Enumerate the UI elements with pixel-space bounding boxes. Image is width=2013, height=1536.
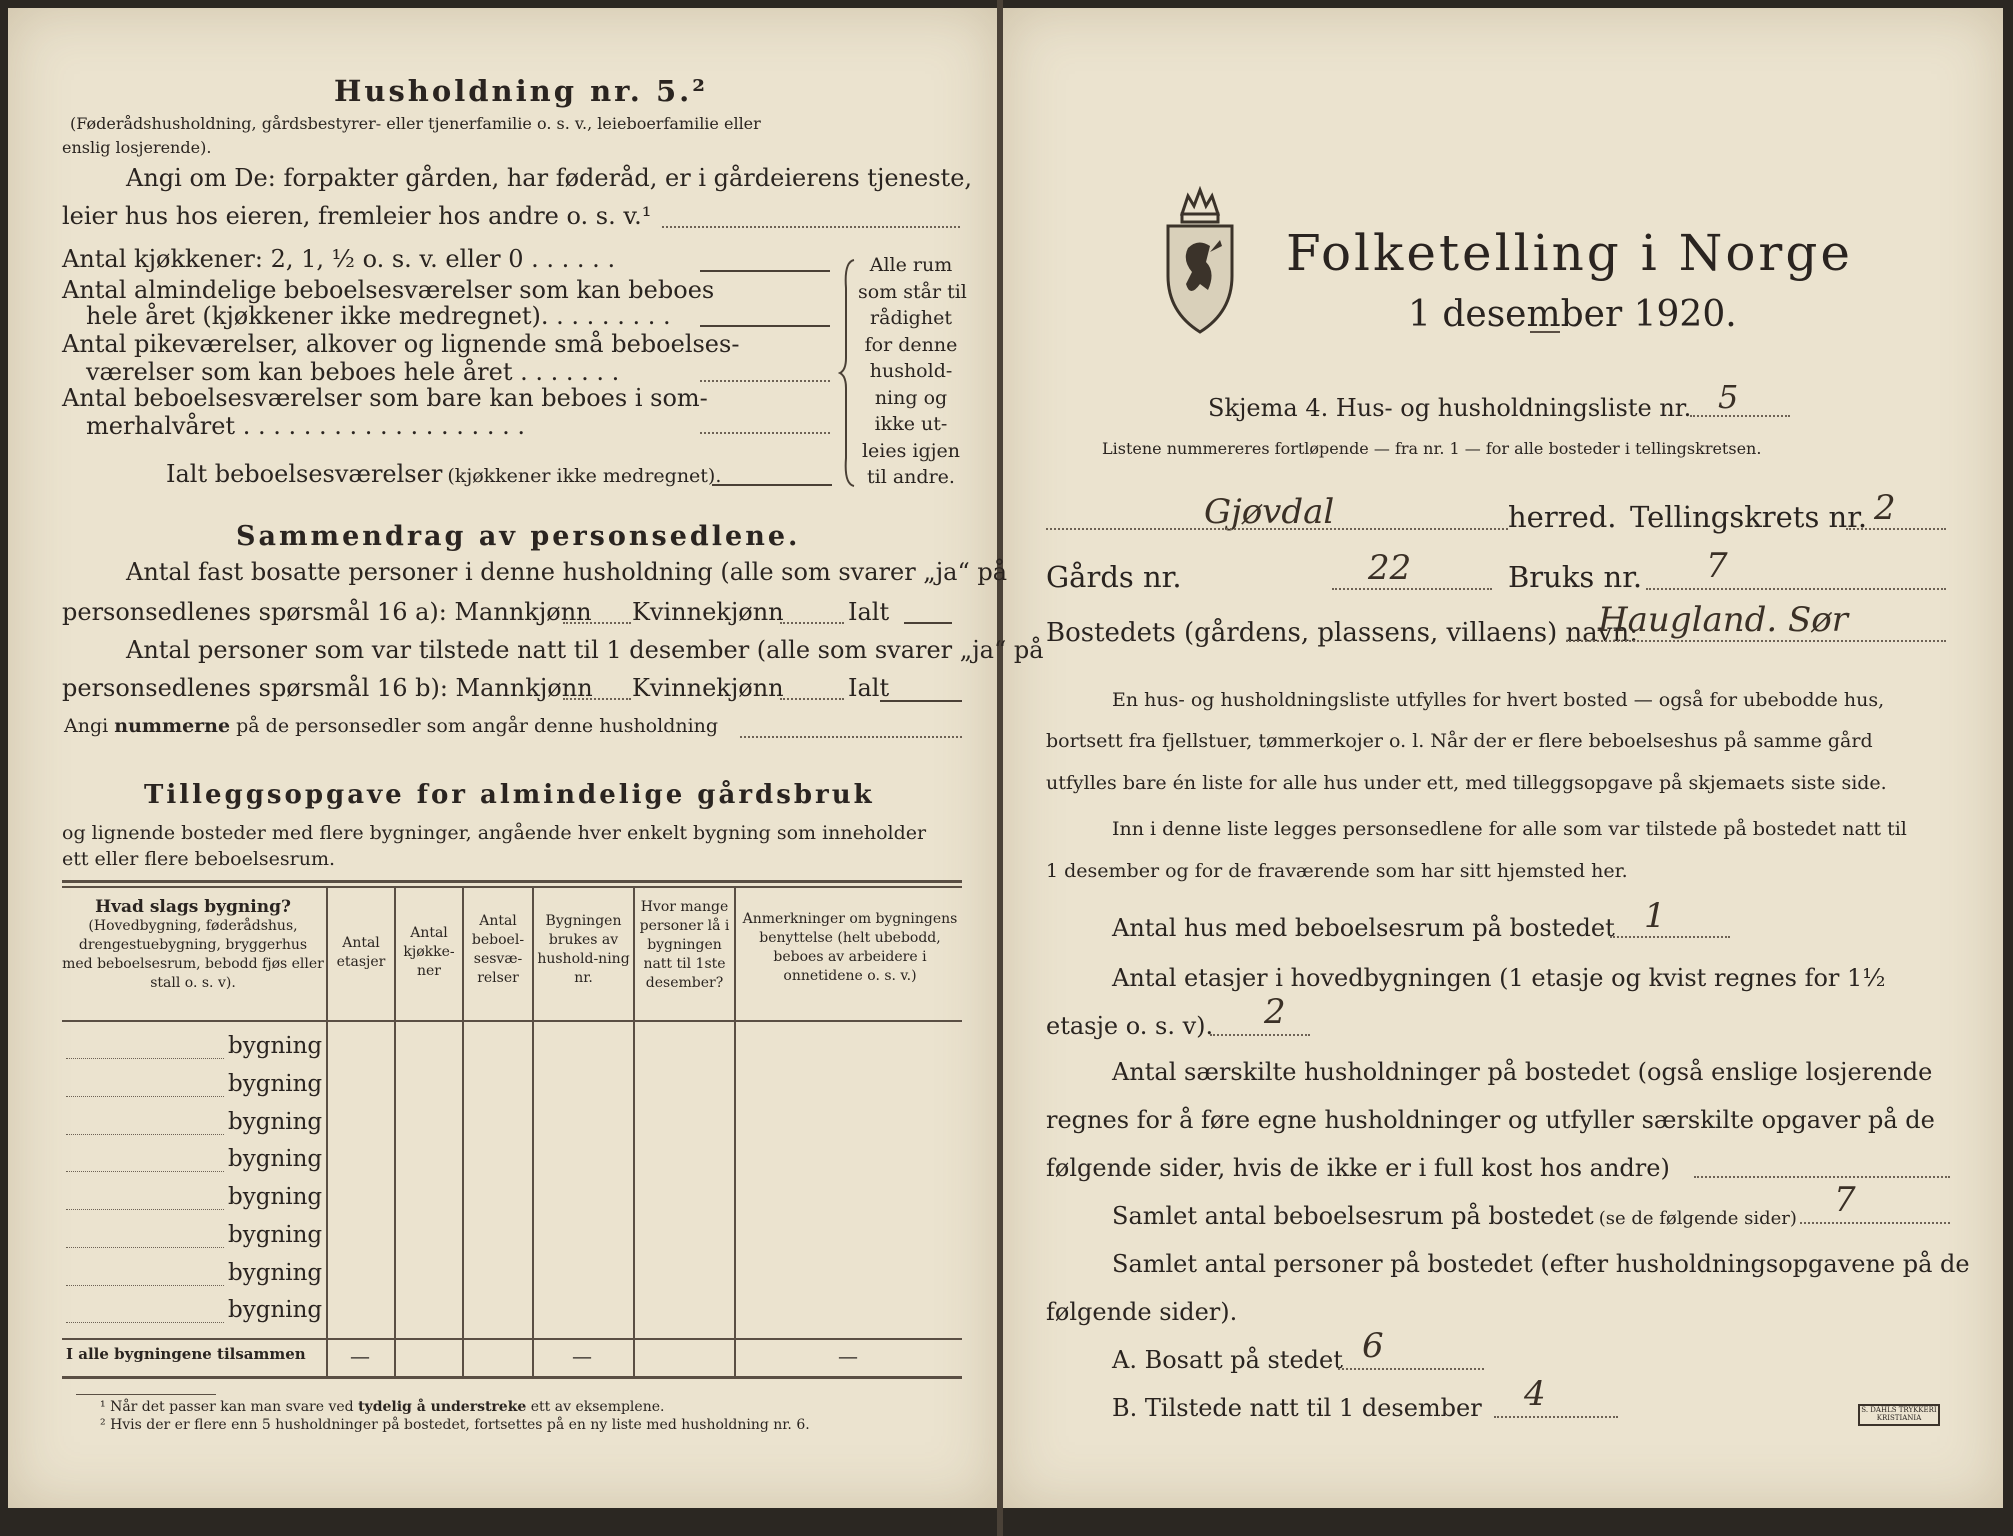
household-heading: Husholdning nr. 5.²	[334, 74, 708, 108]
extra-text-1: og lignende bosteder med flere bygninger, angående hver enkelt bygning som inneholder	[62, 822, 927, 844]
table-row: bygning	[228, 1297, 323, 1323]
q-hush-3: følgende sider, hvis de ikke er i full kost hos andre)	[1046, 1154, 1670, 1182]
summary-2-total: Ialt	[848, 674, 890, 702]
q-etasjer-value: 2	[1264, 992, 1286, 1032]
ordinary-answer-line	[700, 325, 830, 327]
table-row: bygning	[228, 1222, 323, 1248]
instruction-3: utfylles bare én liste for alle hus under ett, med tilleggsopgave på skjemaets siste side.	[1046, 772, 1887, 794]
col-header-type: Hvad slags bygning? (Hovedbygning, føderådshus, drengestuebygning, bryggerhus med beboelsesrum, bebodd fjøs eller stall o. s. v).	[62, 897, 324, 991]
rooms-maids-1: Antal pikeværelser, alkover og lignende små beboelses-	[62, 330, 740, 358]
row-name-line	[66, 1209, 224, 1210]
bruks-line	[1646, 588, 1946, 590]
summary-1-total: Ialt	[848, 598, 890, 626]
col-header-kitchens: Antal kjøkke-ner	[403, 925, 455, 979]
q-etasjer-1: Antal etasjer i hovedbygningen (1 etasje og kvist regnes for 1½	[1112, 964, 1886, 992]
rooms-total-small: (kjøkkener ikke medregnet).	[447, 465, 722, 487]
table-row: bygning	[228, 1109, 323, 1135]
numbers-answer-line	[740, 736, 962, 738]
krets-line	[1846, 528, 1946, 530]
table-top-border-2	[62, 886, 962, 888]
col-header-rooms: Antal beboel-sesvæ-relser	[471, 913, 525, 986]
summary-1a: Antal fast bosatte personer i denne husholdning (alle som svarer „ja“ på	[126, 558, 1008, 586]
date-underline	[1530, 331, 1560, 333]
gards-line	[1332, 588, 1492, 590]
summary-1-total-line	[904, 622, 952, 624]
intro-line-1: Angi om De: forpakter gården, har føderåd, er i gårdeierens tjeneste,	[126, 164, 973, 192]
q-hush-line	[1694, 1176, 1950, 1178]
q-etasjer-line	[1210, 1034, 1310, 1036]
rooms-summer-1: Antal beboelsesværelser som bare kan beboes i som-	[62, 384, 708, 412]
summary-2-female-line	[780, 698, 844, 700]
numbers-line: Angi nummerne på de personsedler som angår denne husholdning	[64, 715, 719, 737]
herred-line	[1046, 528, 1508, 530]
rooms-maids-2: værelser som kan beboes hele året . . . . . . .	[86, 358, 620, 386]
summary-1b: personsedlenes spørsmål 16 a): Mannkjønn	[62, 598, 592, 626]
table-row: bygning	[228, 1184, 323, 1210]
summary-2-male-line	[563, 698, 631, 700]
bosted-value: Haugland. Sør	[1598, 600, 1849, 640]
col-header-floors: Antal etasjer	[336, 935, 386, 970]
row-name-line	[66, 1171, 224, 1172]
b-line	[1494, 1416, 1618, 1418]
q-hush-1: Antal særskilte husholdninger på bostedet (også enslige losjerende	[1112, 1058, 1933, 1086]
table-row: bygning	[228, 1071, 323, 1097]
rooms-ordinary-1: Antal almindelige beboelsesværelser som kan beboes	[62, 276, 715, 304]
side-note: Alle rum som står til rådighet for denne hushold- ning og ikke ut- leies igjen til andre.	[858, 254, 967, 488]
instruction-2: bortsett fra fjellstuer, tømmerkojer o. l. Når der er flere beboelseshus på samme gård	[1046, 730, 1873, 752]
table-row: bygning	[228, 1260, 323, 1286]
summary-1-male-line	[563, 622, 631, 624]
footnote-2: ² Hvis der er flere enn 5 husholdninger på bostedet, fortsettes på en ny liste med husholdning nr. 6.	[100, 1417, 810, 1433]
b-label: B. Tilstede natt til 1 desember	[1112, 1394, 1482, 1422]
kitchens-answer-line	[700, 270, 830, 272]
q-hush-2: regnes for å føre egne husholdninger og utfyller særskilte opgaver på de	[1046, 1106, 1935, 1134]
a-line	[1338, 1368, 1484, 1370]
schema-label: Skjema 4. Hus- og husholdningsliste nr.	[1208, 394, 1692, 422]
table-col-divider-6	[734, 886, 736, 1376]
herred-value: Gjøvdal	[1204, 492, 1335, 532]
instruction-5: 1 desember og for de fraværende som har sitt hjemsted her.	[1046, 860, 1628, 882]
col-header-household: Bygningen brukes av hushold-ning nr.	[537, 913, 630, 986]
q-rum: Samlet antal beboelsesrum på bostedet (se de følgende sider)	[1112, 1202, 1797, 1230]
q-pers-2: følgende sider).	[1046, 1298, 1238, 1326]
summary-2-female: Kvinnekjønn	[632, 674, 784, 702]
q-rum-line	[1800, 1222, 1950, 1224]
coat-of-arms-icon	[1160, 186, 1240, 334]
rooms-kitchens: Antal kjøkkener: 2, 1, ½ o. s. v. eller 0 . . . . . .	[62, 245, 616, 273]
intro-small-1: (Føderådshusholdning, gårdsbestyrer- eller tjenerfamilie o. s. v., leieboerfamilie eller	[70, 114, 761, 133]
col-header-remarks: Anmerkninger om bygningens benyttelse (helt ubebodd, beboes av arbeidere i onnetidene o. s. v.)	[742, 911, 958, 984]
table-top-border	[62, 880, 962, 883]
summary-1-female-line	[780, 622, 844, 624]
rooms-total-label: Ialt beboelsesværelser	[166, 460, 443, 488]
rooms-ordinary-2: hele året (kjøkkener ikke medregnet). . . . . . . . .	[86, 302, 671, 330]
row-name-line	[66, 1096, 224, 1097]
krets-value: 2	[1874, 488, 1896, 528]
schema-value: 5	[1718, 378, 1739, 416]
summer-answer-line	[700, 432, 830, 434]
footnote-separator	[76, 1394, 216, 1395]
q-pers-1: Samlet antal personer på bostedet (efter husholdningsopgavene på de	[1112, 1250, 1970, 1278]
gards-value: 22	[1368, 548, 1412, 588]
total-remarks: —	[838, 1344, 858, 1368]
maids-answer-line	[700, 380, 830, 382]
rooms-summer-2: merhalvåret . . . . . . . . . . . . . . . . . . .	[86, 412, 525, 440]
left-page	[8, 8, 997, 1508]
total-household: —	[572, 1344, 592, 1368]
summary-1-female: Kvinnekjønn	[632, 598, 784, 626]
instruction-4: Inn i denne liste legges personsedlene for alle som var tilstede på bostedet natt til	[1112, 818, 1907, 840]
row-name-line	[66, 1058, 224, 1059]
q-hus-line	[1610, 936, 1730, 938]
row-name-line	[66, 1322, 224, 1323]
total-floors: —	[350, 1344, 370, 1368]
summary-2b: personsedlenes spørsmål 16 b): Mannkjønn	[62, 674, 593, 702]
q-etasjer-2: etasje o. s. v).	[1046, 1012, 1214, 1040]
rooms-total	[166, 460, 721, 488]
krets-label: Tellingskrets nr.	[1630, 500, 1868, 534]
extra-text-2: ett eller flere beboelsesrum.	[62, 848, 336, 870]
intro-small-2: enslig losjerende).	[62, 138, 212, 157]
herred-label: herred.	[1508, 500, 1617, 534]
table-bottom-border	[62, 1376, 962, 1379]
row-name-line	[66, 1134, 224, 1135]
q-hus-value: 1	[1644, 896, 1666, 936]
bruks-label: Bruks nr.	[1508, 560, 1643, 594]
table-total-label: I alle bygningene tilsammen	[66, 1345, 306, 1363]
instruction-1: En hus- og husholdningsliste utfylles for hvert bosted — også for ubebodde hus,	[1112, 689, 1885, 711]
rooms-total-line	[712, 484, 832, 486]
intro-line-2: leier hus hos eieren, fremleier hos andre o. s. v.¹	[62, 202, 652, 230]
printer-stamp: S. DAHLS TRYKKERI KRISTIANIA	[1858, 1404, 1940, 1426]
bosted-label: Bostedets (gårdens, plassens, villaens) navn:	[1046, 618, 1638, 648]
q-hus-label: Antal hus med beboelsesrum på bostedet	[1112, 914, 1615, 942]
table-row: bygning	[228, 1033, 323, 1059]
extra-heading: Tilleggsopgave for almindelige gårdsbruk	[144, 780, 875, 810]
schema-note: Listene nummereres fortløpende — fra nr. 1 — for alle bosteder i tellingskretsen.	[1102, 439, 1762, 458]
table-total-border	[62, 1338, 962, 1340]
form-title: Folketelling i Norge	[1286, 224, 1853, 282]
row-name-line	[66, 1285, 224, 1286]
bruks-value: 7	[1706, 546, 1728, 586]
intro-answer-line	[662, 226, 960, 228]
a-value: 6	[1362, 1326, 1384, 1366]
footnote-1: ¹ Når det passer kan man svare ved tydelig å understreke ett av eksemplene.	[100, 1399, 665, 1415]
gards-label: Gårds nr.	[1046, 560, 1182, 594]
summary-2a: Antal personer som var tilstede natt til 1 desember (alle som svarer „ja“ på	[126, 636, 1044, 664]
summary-heading: Sammendrag av personsedlene.	[236, 521, 801, 552]
table-header-border	[62, 1020, 962, 1022]
b-value: 4	[1524, 1374, 1546, 1414]
bosted-line	[1566, 640, 1946, 642]
schema-value-line	[1690, 415, 1790, 417]
brace-icon	[838, 258, 858, 488]
row-name-line	[66, 1247, 224, 1248]
a-label: A. Bosatt på stedet	[1112, 1346, 1343, 1374]
form-date: 1 desember 1920.	[1408, 294, 1737, 335]
table-row: bygning	[228, 1146, 323, 1172]
summary-2-total-line	[880, 700, 962, 702]
q-rum-value: 7	[1834, 1180, 1856, 1220]
col-header-persons: Hvor mange personer lå i bygningen natt til 1ste desember?	[639, 899, 730, 991]
